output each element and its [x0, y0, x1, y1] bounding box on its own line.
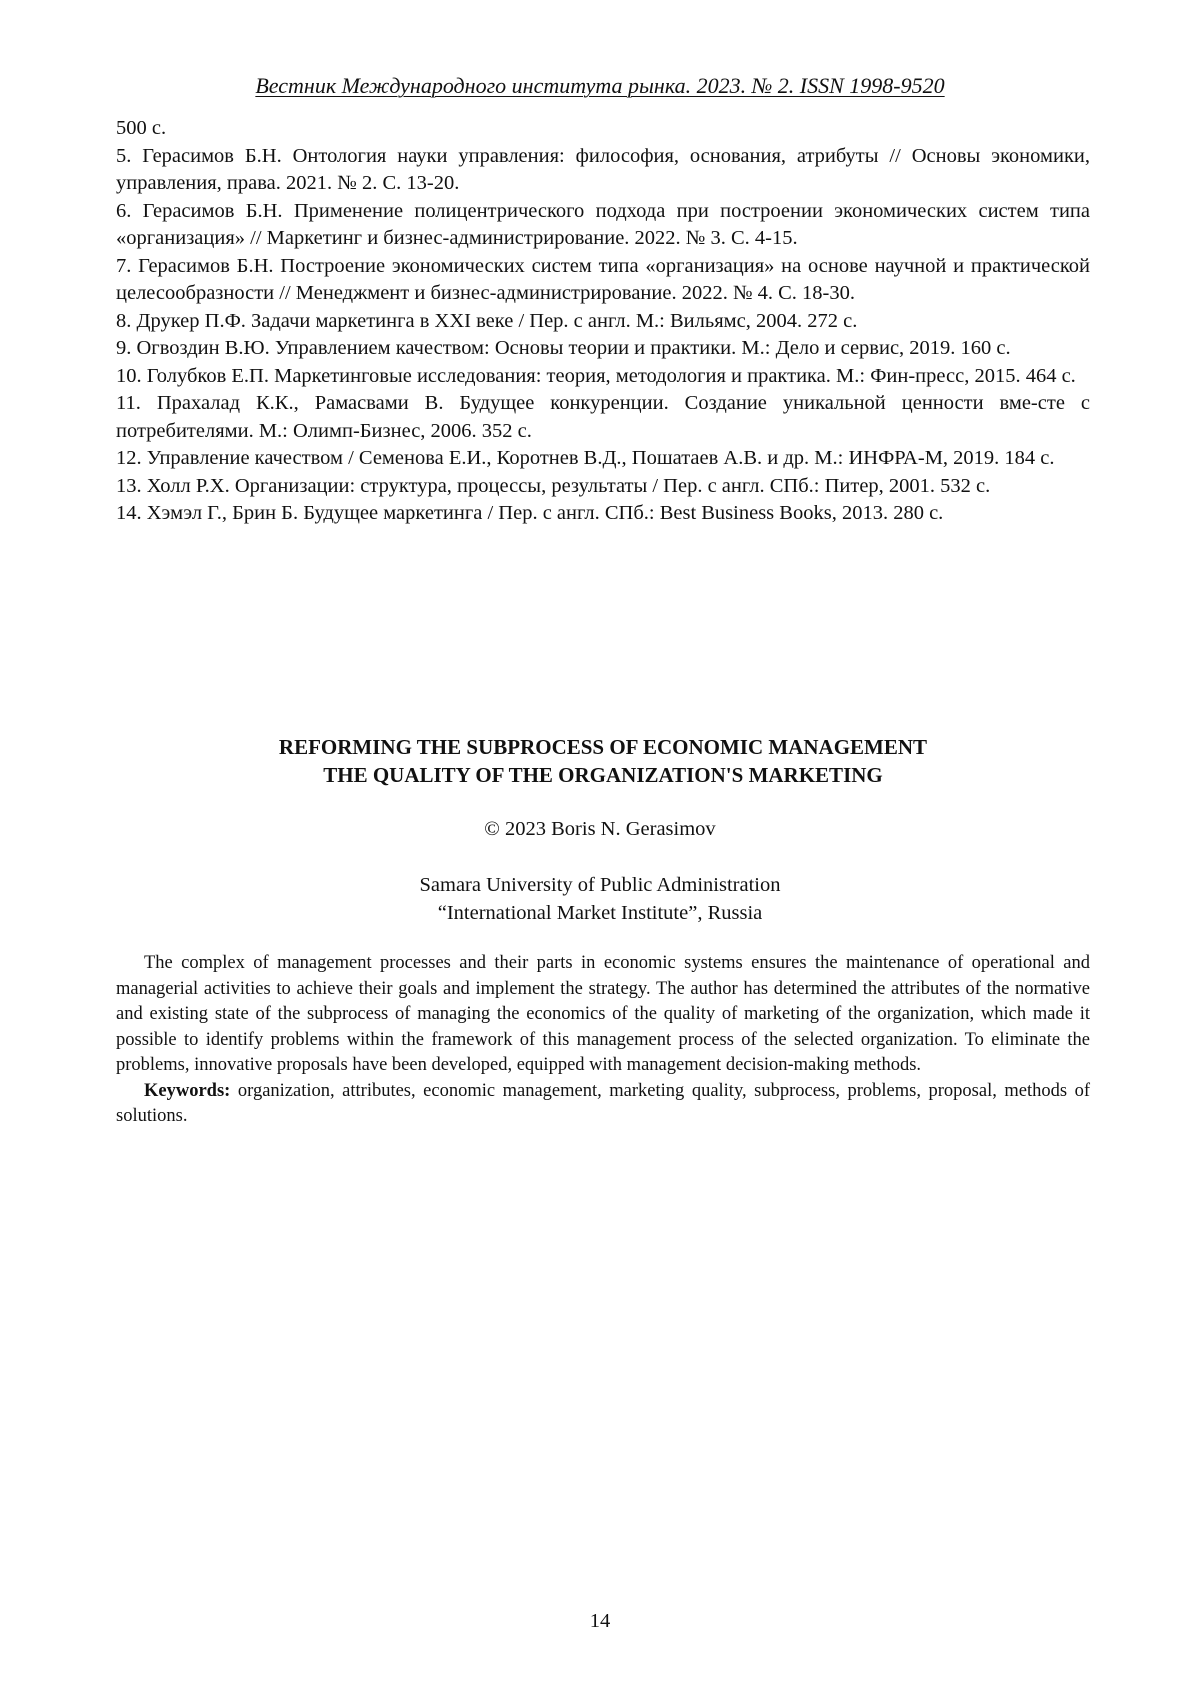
affiliation-line: “International Market Institute”, Russia	[437, 902, 763, 924]
author-affiliation	[0, 871, 1200, 927]
keywords-text: organization, attributes, economic management, marketing quality, subprocess, problems, proposal, methods of solutions.	[116, 1080, 1091, 1126]
abstract-text: The complex of management processes and their parts in economic systems ensures the maintenance of operational and managerial activities to achieve their goals and implement the strategy. The author has determined the attributes of the normative and existing state of the subprocess of managing the economics of the quality of marketing of the organization, which made it possible to identify problems within the framework of this management process of the selected organization. To eliminate the problems, innovative proposals have been developed, equipped with management decision-making methods.	[116, 953, 1090, 1075]
reference-item: 14. Хэмэл Г., Брин Б. Будущее маркетинга / Пер. с англ. СПб.: Best Business Books, 2013. 280 с.	[116, 502, 944, 524]
reference-item: 12. Управление качеством / Семенова Е.И., Коротнев В.Д., Пошатаев А.В. и др. М.: ИНФРА-М, 2019. 184 с.	[116, 447, 1055, 469]
article-title-line: REFORMING THE SUBPROCESS OF ECONOMIC MANAGEMENT	[278, 735, 928, 759]
running-header	[0, 72, 1200, 100]
reference-item: 10. Голубков Е.П. Маркетинговые исследования: теория, методология и практика. М.: Фин-пресс, 2015. 464 с.	[116, 364, 1076, 387]
reference-item: 8. Друкер П.Ф. Задачи маркетинга в XXI веке / Пер. с англ. М.: Вильямс, 2004. 272 с.	[116, 309, 858, 332]
keywords-label: Keywords:	[144, 1080, 231, 1101]
abstract	[116, 951, 1090, 1130]
reference-item: 5. Герасимов Б.Н. Онтология науки управления: философия, основания, атрибуты // Основы экономики, управления, права. 2021. № 2. С. 13-20.	[116, 144, 1090, 194]
reference-list	[116, 115, 1090, 528]
reference-item: 500 с.	[116, 117, 167, 139]
reference-item: 9. Огвоздин В.Ю. Управлением качеством: Основы теории и практики. М.: Дело и сервис, 2019. 160 с.	[116, 337, 1011, 359]
reference-item: 6. Герасимов Б.Н. Применение полицентрического подхода при построении экономических систем типа «организация» // Маркетинг и бизнес-администрирование. 2022. № 3. С. 4-15.	[116, 199, 1090, 249]
journal-title: Вестник Международного института рынка. 2023. № 2. ISSN 1998-9520	[255, 73, 945, 98]
affiliation-line: Samara University of Public Administration	[419, 874, 781, 896]
reference-item: 7. Герасимов Б.Н. Построение экономических систем типа «организация» на основе научной и практической целесообразности // Менеджмент и бизнес-администрирование. 2022. № 4. С. 18-30.	[116, 254, 1090, 304]
author-copyright: © 2023 Boris N. Gerasimov	[484, 818, 716, 840]
reference-item: 11. Прахалад К.К., Рамасвами В. Будущее конкуренции. Создание уникальной ценности вме-сте с потребителями. М.: Олимп-Бизнес, 2006. 352 с.	[116, 392, 1090, 442]
keywords	[116, 1079, 1090, 1130]
reference-item: 13. Холл Р.Х. Организации: структура, процессы, результаты / Пер. с англ. СПб.: Питер, 2001. 532 с.	[116, 474, 991, 497]
article-title	[116, 733, 1090, 789]
article-title-line: THE QUALITY OF THE ORGANIZATION'S MARKETING	[323, 763, 883, 787]
page-number: 14	[589, 1610, 611, 1632]
